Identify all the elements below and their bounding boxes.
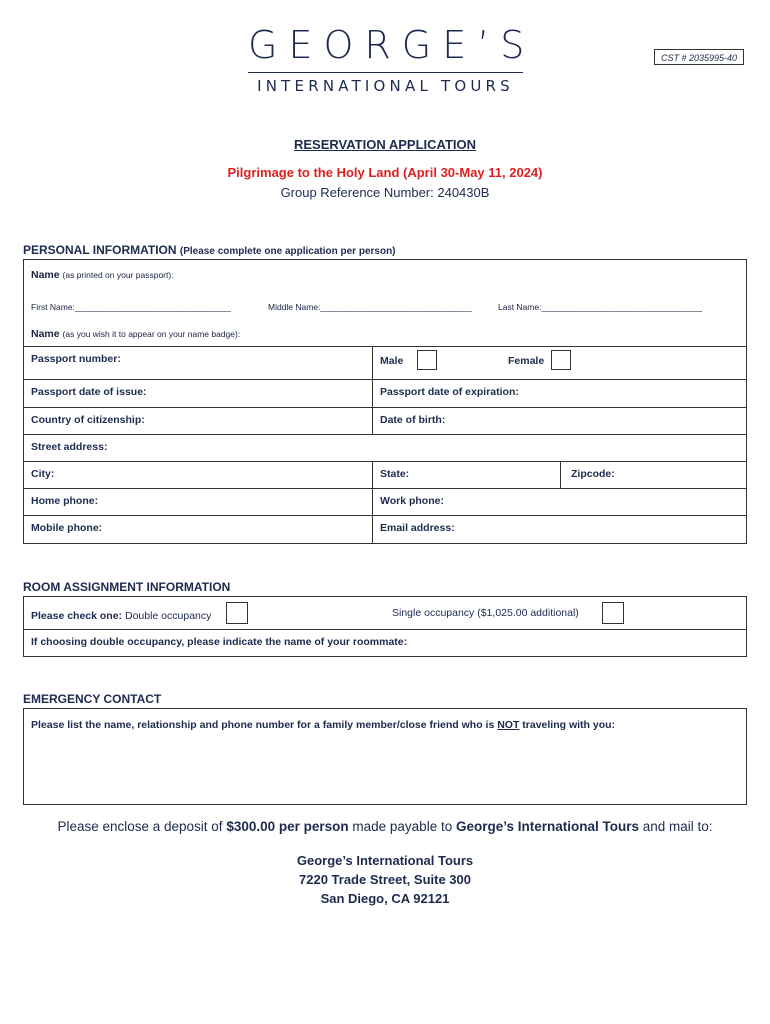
passport-issue-field[interactable]: Passport date of issue: [31, 386, 147, 398]
emergency-prompt-not: NOT [497, 719, 520, 731]
city-field[interactable]: City: [31, 468, 55, 480]
badge-name-note: (as you wish it to appear on your name badge): [62, 329, 241, 339]
cst-number: CST # 2035995-40 [654, 49, 744, 65]
name-label: Name [31, 269, 60, 281]
name-row [24, 260, 746, 347]
logo-subtitle: INTERNATIONAL TOURS [257, 77, 514, 95]
room-assignment-heading: ROOM ASSIGNMENT INFORMATION [23, 580, 231, 594]
check-one-label: Please check one: [31, 610, 123, 622]
deposit-payee: George’s International Tours [455, 819, 639, 834]
logo-wordmark: GEORGE’S [248, 23, 536, 67]
badge-name-label: Name [31, 328, 60, 340]
middle-name-field[interactable]: Middle Name:________________________________ [268, 302, 472, 312]
group-reference: Group Reference Number: 240430B [280, 185, 490, 200]
room-assignment-table [23, 596, 747, 657]
passport-dates-row [24, 380, 746, 408]
trip-title: Pilgrimage to the Holy Land (April 30-May 11, 2024) [227, 165, 543, 180]
male-checkbox[interactable] [417, 350, 437, 370]
emergency-prompt-end: traveling with you: [519, 719, 616, 731]
emergency-prompt [24, 709, 746, 804]
work-phone-field[interactable]: Work phone: [372, 489, 748, 515]
last-name-field[interactable]: Last Name:__________________________________ [498, 302, 703, 312]
passport-name-note: (as printed on your passport): [62, 270, 174, 280]
street-address-field[interactable]: Street address: [31, 441, 108, 453]
single-occupancy-label: Single occupancy ($1,025.00 additional) [392, 607, 579, 619]
deposit-text-middle: made payable to [348, 819, 456, 834]
state-field[interactable]: State: [372, 462, 560, 488]
passport-number-field[interactable]: Passport number: [31, 353, 121, 365]
emergency-contact-box[interactable] [23, 708, 747, 805]
address-line-2: 7220 Trade Street, Suite 300 [299, 872, 471, 887]
deposit-amount: $300.00 per person [226, 819, 349, 834]
form-title: RESERVATION APPLICATION [293, 137, 476, 152]
passport-name-label [31, 269, 174, 281]
roommate-row [24, 630, 746, 656]
male-label: Male [380, 355, 404, 367]
roommate-field[interactable]: If choosing double occupancy, please indicate the name of your roommate: [31, 636, 408, 648]
emergency-contact-heading: EMERGENCY CONTACT [23, 692, 162, 706]
passport-expiration-field[interactable]: Passport date of expiration: [372, 380, 748, 407]
logo-divider [248, 72, 523, 73]
deposit-text-end: and mail to: [639, 819, 713, 834]
double-occupancy-checkbox[interactable] [226, 602, 248, 624]
single-occupancy-checkbox[interactable] [602, 602, 624, 624]
street-row [24, 435, 746, 462]
phone-row [24, 489, 746, 516]
personal-heading-note: (Please complete one application per person) [179, 246, 396, 257]
dob-field[interactable]: Date of birth: [372, 408, 748, 434]
email-field[interactable]: Email address: [372, 516, 748, 543]
zipcode-field[interactable]: Zipcode: [560, 462, 748, 488]
occupancy-cell [24, 597, 746, 629]
female-checkbox[interactable] [551, 350, 571, 370]
occupancy-row [24, 597, 746, 630]
mobile-row [24, 516, 746, 543]
deposit-note [0, 819, 770, 834]
first-name-field[interactable]: First Name:_________________________________ [31, 302, 231, 312]
citizenship-row [24, 408, 746, 435]
personal-info-table [23, 259, 747, 544]
deposit-text-start: Please enclose a deposit of [57, 819, 227, 834]
double-occupancy-label: Double occupancy [124, 610, 212, 622]
female-label: Female [508, 355, 545, 367]
gender-cell [372, 347, 748, 379]
citizenship-field[interactable]: Country of citizenship: [31, 414, 145, 426]
passport-number-row [24, 347, 746, 380]
company-logo [248, 23, 536, 95]
home-phone-field[interactable]: Home phone: [31, 495, 99, 507]
address-line-1: George’s International Tours [296, 853, 474, 868]
personal-info-heading [23, 243, 396, 257]
city-row [24, 462, 746, 489]
emergency-prompt-start: Please list the name, relationship and phone number for a family member/close friend who is [31, 719, 498, 731]
mobile-phone-field[interactable]: Mobile phone: [31, 522, 103, 534]
badge-name-field[interactable] [31, 328, 240, 340]
personal-heading-text: PERSONAL INFORMATION [23, 243, 177, 257]
address-line-3: San Diego, CA 92121 [320, 891, 450, 906]
